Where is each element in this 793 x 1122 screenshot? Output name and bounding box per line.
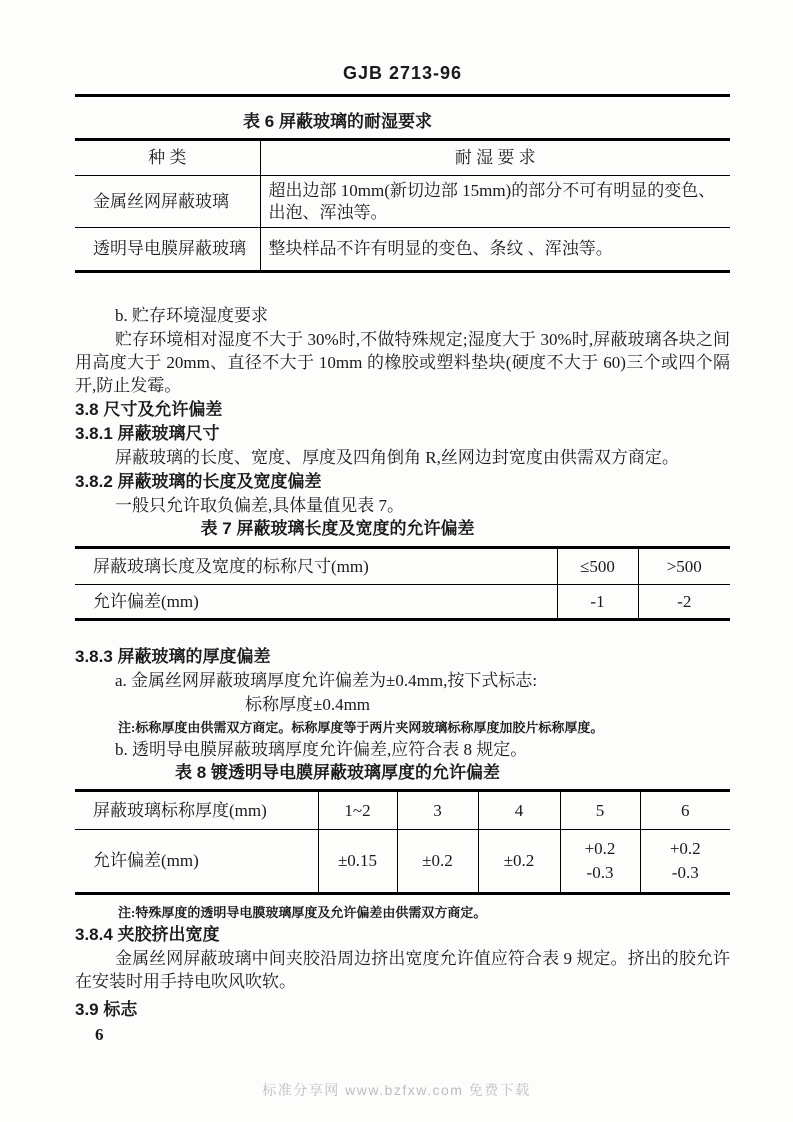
- note-special-thickness: 注:特殊厚度的透明导电膜玻璃厚度及允许偏差由供需双方商定。: [118, 905, 487, 920]
- section-3-8-4-heading: 3.8.4 夹胶挤出宽度: [75, 925, 220, 944]
- item-b-storage-humidity: b. 贮存环境湿度要求: [115, 306, 268, 325]
- table7-cell-size-label: 屏蔽玻璃长度及宽度的标称尺寸(mm): [93, 556, 369, 576]
- table7-row-tolerance: [75, 585, 730, 620]
- table7-caption: 表 7 屏蔽玻璃长度及宽度的允许偏差: [200, 519, 475, 538]
- table8-tolerance-row: [75, 830, 730, 894]
- page-number: 6: [95, 1025, 104, 1044]
- table6-header-type: 种 类: [148, 148, 187, 167]
- section-3-8-heading: 3.8 尺寸及允许偏差: [75, 400, 223, 419]
- table8-tolerance-5-plus: +0.2: [584, 839, 616, 858]
- table8-tolerance-5-minus: -0.3: [586, 863, 614, 882]
- table7-cell-tolerance-gt500: -2: [638, 585, 730, 620]
- table8-tolerance-6-minus: -0.3: [671, 863, 699, 882]
- table8-cell-tolerance-5: [560, 830, 640, 894]
- table8-cell-tolerance-label: 允许偏差(mm): [75, 830, 318, 894]
- table8-cell-tolerance-3: ±0.2: [397, 830, 478, 894]
- watermark: 标准分享网 www.bzfxw.com 免费下载: [262, 1082, 531, 1098]
- table8-cell-thickness-6: 6: [640, 791, 730, 830]
- table6-cell-req-2: 整块样品不许有明显的变色、条纹 、浑浊等。: [260, 228, 730, 272]
- section-3-8-1-paragraph: 屏蔽玻璃的长度、宽度、厚度及四角倒角 R,丝网边封宽度由供需双方商定。: [115, 448, 679, 467]
- header-rule: [75, 94, 730, 97]
- table6: [75, 138, 730, 273]
- table8-tolerance-6-plus: +0.2: [669, 839, 701, 858]
- table8-cell-thickness-1-2: 1~2: [318, 791, 397, 830]
- table6-row-wire-mesh: [75, 176, 730, 228]
- table8-cell-tolerance-6: [640, 830, 730, 894]
- table8-cell-thickness-4: 4: [478, 791, 560, 830]
- table6-header-requirement: 耐 湿 要 求: [260, 140, 730, 176]
- section-3-8-1-heading: 3.8.1 屏蔽玻璃尺寸: [75, 424, 220, 443]
- section-3-9-heading: 3.9 标志: [75, 1000, 138, 1019]
- table7: [75, 546, 730, 621]
- table7-row-nominal-size: [75, 548, 730, 585]
- table8-cell-thickness-label: 屏蔽玻璃标称厚度(mm): [93, 800, 267, 820]
- table8: [75, 789, 730, 895]
- section-3-8-3-item-b: b. 透明导电膜屏蔽玻璃厚度允许偏差,应符合表 8 规定。: [115, 740, 528, 759]
- section-3-8-3-item-a: a. 金属丝网屏蔽玻璃厚度允许偏差为±0.4mm,按下式标志:: [115, 671, 538, 690]
- table7-cell-le500: ≤500: [557, 548, 638, 585]
- table7-cell-gt500: >500: [638, 548, 730, 585]
- table6-cell-req-1: 超出边部 10mm(新切边部 15mm)的部分不可有明显的变色、出泡、浑浊等。: [260, 176, 730, 228]
- section-3-8-2-heading: 3.8.2 屏蔽玻璃的长度及宽度偏差: [75, 472, 322, 491]
- table8-caption: 表 8 镀透明导电膜屏蔽玻璃厚度的允许偏差: [175, 763, 500, 782]
- table6-cell-type-2: 透明导电膜屏蔽玻璃: [75, 228, 260, 272]
- table6-header-row: [75, 140, 730, 176]
- table6-caption: 表 6 屏蔽玻璃的耐湿要求: [243, 112, 432, 131]
- nominal-thickness-formula: 标称厚度±0.4mm: [244, 695, 371, 714]
- table7-cell-tolerance-label: 允许偏差(mm): [75, 585, 557, 620]
- storage-humidity-paragraph: 贮存环境相对湿度不大于 30%时,不做特殊规定;湿度大于 30%时,屏蔽玻璃各块之间用高度大于 20mm、直径不大于 10mm 的橡胶或塑料垫块(硬度不大于 60)三个或四个隔开,防止发霉。: [75, 330, 730, 395]
- table8-cell-tolerance-4: ±0.2: [478, 830, 560, 894]
- table6-cell-type-1: 金属丝网屏蔽玻璃: [75, 176, 260, 228]
- table8-cell-tolerance-1-2: ±0.15: [318, 830, 397, 894]
- table6-row-conductive-film: [75, 228, 730, 272]
- note-nominal-thickness: 注:标称厚度由供需双方商定。标称厚度等于两片夹网玻璃标称厚度加胶片标称厚度。: [118, 720, 604, 735]
- table7-cell-tolerance-le500: -1: [557, 585, 638, 620]
- table8-header-row: [75, 791, 730, 830]
- section-3-8-2-paragraph: 一般只允许取负偏差,具体量值见表 7。: [115, 496, 404, 515]
- section-3-8-3-heading: 3.8.3 屏蔽玻璃的厚度偏差: [75, 647, 271, 666]
- table8-cell-thickness-3: 3: [397, 791, 478, 830]
- table8-cell-thickness-5: 5: [560, 791, 640, 830]
- section-3-8-4-paragraph: 金属丝网屏蔽玻璃中间夹胶沿周边挤出宽度允许值应符合表 9 规定。挤出的胶允许在安装时用手持电吹风吹软。: [75, 949, 730, 991]
- doc-number: GJB 2713-96: [342, 63, 463, 83]
